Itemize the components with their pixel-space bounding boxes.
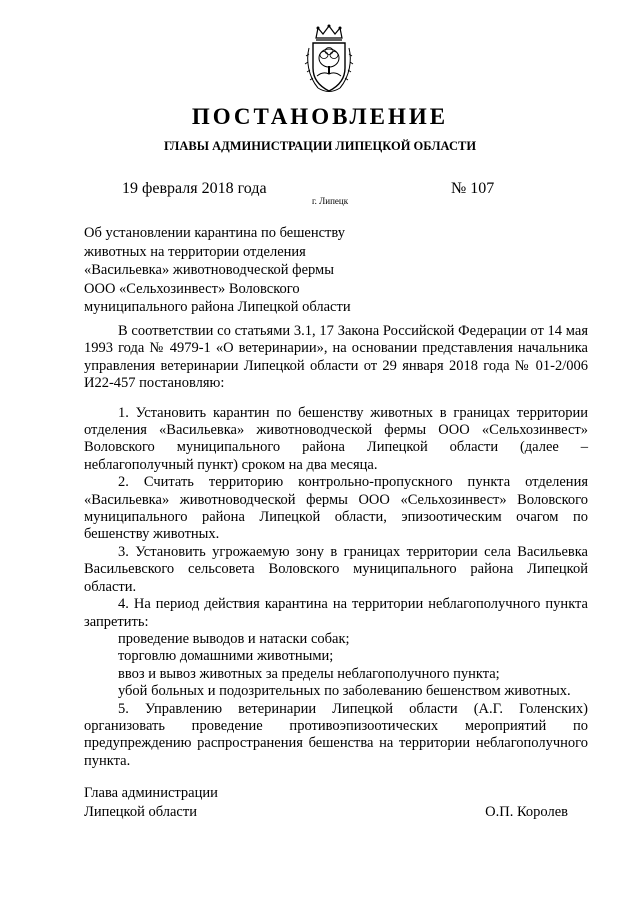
- item-2-paragraph: 2. Считать территорию контрольно-пропускного пункта отделения «Васильевка» животноводческой фермы ООО «Сельхозинвест» Воловского муниципального района Липецкой области, эпизоотическим очагом по бешенству животных.: [84, 474, 588, 543]
- item-5-paragraph: 5. Управлению ветеринарии Липецкой области (А.Г. Голенских) организовать проведение противоэпизоотических мероприятий по предупреждению распространения бешенства на территории неблагополучного пункта.: [84, 700, 588, 769]
- document-body: [84, 323, 588, 770]
- document-date: 19 февраля 2018 года: [122, 180, 267, 197]
- prohibition-item: проведение выводов и натаски собак;: [118, 630, 350, 647]
- document-subject: [84, 224, 404, 317]
- prohibition-item: ввоз и вывоз животных за пределы неблагополучного пункта;: [118, 665, 500, 682]
- signature-name: О.П. Королев: [485, 804, 568, 820]
- subject-line: «Васильевка» животноводческой фермы: [84, 262, 334, 278]
- signature-position-line: Глава администрации: [84, 785, 218, 801]
- subject-line: животных на территории отделения: [84, 243, 306, 260]
- preamble-paragraph: В соответствии со статьями 3.1, 17 Закона Российской Федерации от 14 мая 1993 года № 4979-1 «О ветеринарии», на основании представления начальника управления ветеринарии Липецкой области от 29 января 2018 года № 01-2/006 И22-457 постановляю:: [84, 323, 588, 392]
- item-3-paragraph: 3. Установить угрожаемую зону в границах территории села Васильевка Васильевского сельсовета Воловского муниципального района Липецкой области.: [84, 543, 588, 595]
- subject-line: Об установлении карантина по бешенству: [84, 225, 345, 241]
- item-1-paragraph: 1. Установить карантин по бешенству животных в границах территории отделения «Васильевка» животноводческой фермы ООО «Сельхозинвест» Воловского муниципального района Липецкой области (далее – неблагополучный пункт) сроком на два месяца.: [84, 404, 588, 473]
- document-issuer: ГЛАВЫ АДМИНИСТРАЦИИ ЛИПЕЦКОЙ ОБЛАСТИ: [163, 139, 477, 153]
- item-4-paragraph: 4. На период действия карантина на территории неблагополучного пункта запретить:: [84, 596, 588, 630]
- subject-line: ООО «Сельхозинвест» Воловского: [84, 280, 300, 297]
- signature-position: [84, 784, 218, 821]
- prohibition-item: торговлю домашними животными;: [118, 648, 334, 665]
- document-title: ПОСТАНОВЛЕНИЕ: [191, 104, 449, 129]
- coat-of-arms-icon: [304, 24, 354, 96]
- prohibition-item: убой больных и подозрительных по заболеванию бешенством животных.: [118, 683, 571, 700]
- signature-position-line: Липецкой области: [84, 803, 197, 820]
- document-number: № 107: [451, 180, 495, 197]
- subject-line: муниципального района Липецкой области: [84, 299, 351, 315]
- document-city: г. Липецк: [312, 196, 349, 206]
